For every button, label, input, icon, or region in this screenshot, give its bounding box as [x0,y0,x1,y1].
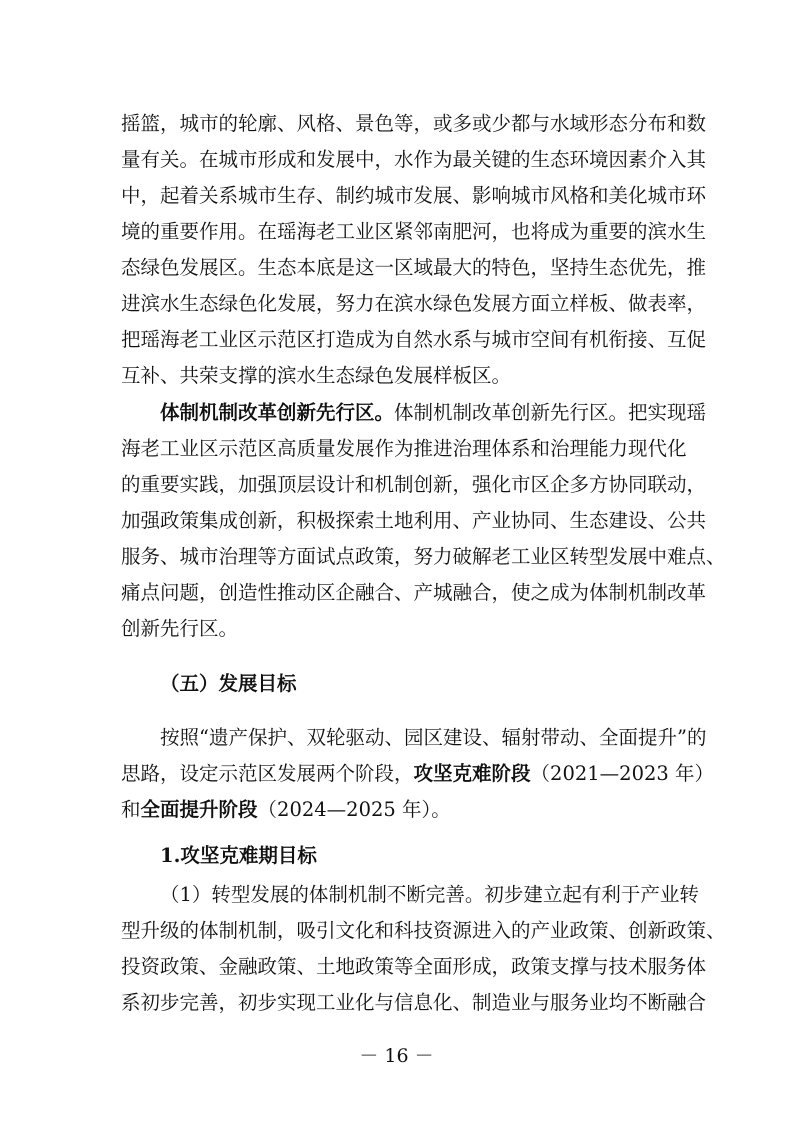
paragraph-line: 量有关。在城市形成和发展中，水作为最关键的生态环境因素介入其 [121,148,707,171]
paragraph-text: （2024—2025 年）。 [257,798,451,821]
paragraph-line [121,798,681,824]
paragraph-line: 服务、城市治理等方面试点政策，努力破解老工业区转型发展中难点、 [121,545,726,568]
paragraph-line: 海老工业区示范区高质量发展作为推进治理体系和治理能力现代化 [121,437,687,460]
paragraph-line: 加强政策集成创新，积极探索土地利用、产业协同、生态建设、公共 [121,509,707,532]
bold-phase: 全面提升阶段 [140,798,258,821]
paragraph-line: 境的重要作用。在瑶海老工业区紧邻南肥河，也将成为重要的滨水生 [121,220,707,243]
bold-phase: 攻坚克难阶段 [413,762,531,785]
paragraph-line: 态绿色发展区。生态本底是这一区域最大的特色，坚持生态优先，推 [121,256,707,279]
paragraph-first-line: （1）转型发展的体制机制不断完善。初步建立起有利于产业转 [160,883,699,906]
paragraph-line: 痛点问题，创造性推动区企融合、产城融合，使之成为体制机制改革 [121,581,707,604]
page-number: － 16 － [359,1045,434,1067]
paragraph-line: 创新先行区。 [121,617,239,640]
paragraph-text: （2021—2023 年） [530,762,714,785]
paragraph-line: 系初步完善，初步实现工业化与信息化、制造业与服务业均不断融合 [121,991,707,1014]
paragraph-first-line: 按照“遗产保护、双轮驱动、园区建设、辐射带动、全面提升”的 [160,726,707,749]
paragraph-line: 进滨水生态绿色化发展，努力在滨水绿色发展方面立样板、做表率， [121,292,707,315]
paragraph-line: 型升级的体制机制，吸引文化和科技资源进入的产业政策、创新政策、 [121,919,726,942]
sub-heading: 1.攻坚克难期目标 [160,844,317,867]
paragraph-line: 把瑶海老工业区示范区打造成为自然水系与城市空间有机衔接、互促 [121,328,707,351]
paragraph-line: 投资政策、金融政策、土地政策等全面形成，政策支撑与技术服务体 [121,955,707,978]
section-heading: （五）发展目标 [160,672,297,695]
paragraph-text: 和 [121,798,141,821]
paragraph-first-line [160,401,707,427]
paragraph-line: 摇篮，城市的轮廓、风格、景色等，或多或少都与水域形态分布和数 [121,112,707,135]
paragraph-text: 体制机制改革创新先行区。把实现瑶 [394,401,707,424]
paragraph-line [121,762,714,788]
paragraph-text: 思路，设定示范区发展两个阶段， [121,762,414,785]
paragraph-line: 的重要实践，加强顶层设计和机制创新，强化市区企多方协同联动， [121,473,707,496]
paragraph-line: 中，起着关系城市生存、制约城市发展、影响城市风格和美化城市环 [121,184,707,207]
paragraph-line: 互补、共荣支撑的滨水生态绿色发展样板区。 [121,364,512,387]
bold-lead: 体制机制改革创新先行区。 [160,401,395,424]
